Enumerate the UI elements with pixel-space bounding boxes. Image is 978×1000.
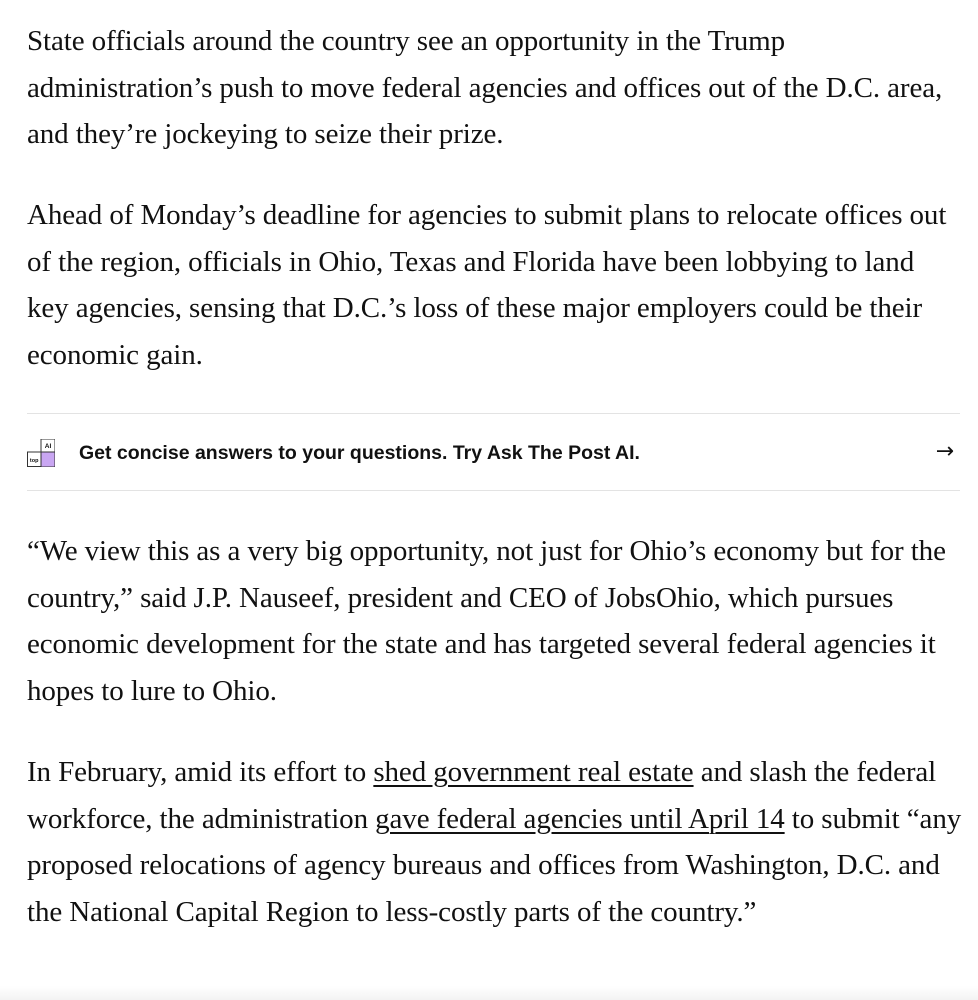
paragraph-text: to submit “any proposed relocations of agency bureaus and offices from Washington, D.C. and the National Capital Region to less-costly parts of the country.”	[27, 802, 962, 928]
paragraph-text: and slash the federal workforce, the administration	[27, 756, 937, 835]
paragraph-text: In February, amid its effort to	[27, 756, 374, 788]
ask-the-post-ai-icon	[27, 439, 55, 467]
article-paragraph-2: Ahead of Monday’s deadline for agencies to submit plans to relocate offices out of the region, officials in Ohio, Texas and Florida have been lobbying to land key agencies, sensing that D.C.’s loss of these major employers could be their economic gain.	[27, 199, 947, 371]
link-deadline-april-14[interactable]: gave federal agencies until April 14	[375, 802, 785, 835]
icon-label-top: AI	[44, 443, 52, 450]
arrow-right-icon[interactable]: →	[935, 439, 954, 464]
article-paragraph-4	[27, 749, 962, 935]
bottom-fade	[0, 986, 978, 1000]
icon-label-bottom: top	[29, 458, 39, 464]
ask-the-post-ai-promo[interactable]	[27, 413, 960, 491]
article-paragraph-3: “We view this as a very big opportunity, not just for Ohio’s economy but for the country,” said J.P. Nauseef, president and CEO of JobsOhio, which pursues economic development for the state and has targeted several federal agencies it hopes to lure to Ohio.	[27, 535, 946, 707]
article-paragraph-1: State officials around the country see an opportunity in the Trump administration’s push to move federal agencies and offices out of the D.C. area, and they’re jockeying to seize their prize.	[27, 25, 943, 150]
promo-text: Get concise answers to your questions. Try Ask The Post AI.	[79, 442, 640, 464]
link-shed-government-real-estate[interactable]: shed government real estate	[373, 756, 694, 788]
